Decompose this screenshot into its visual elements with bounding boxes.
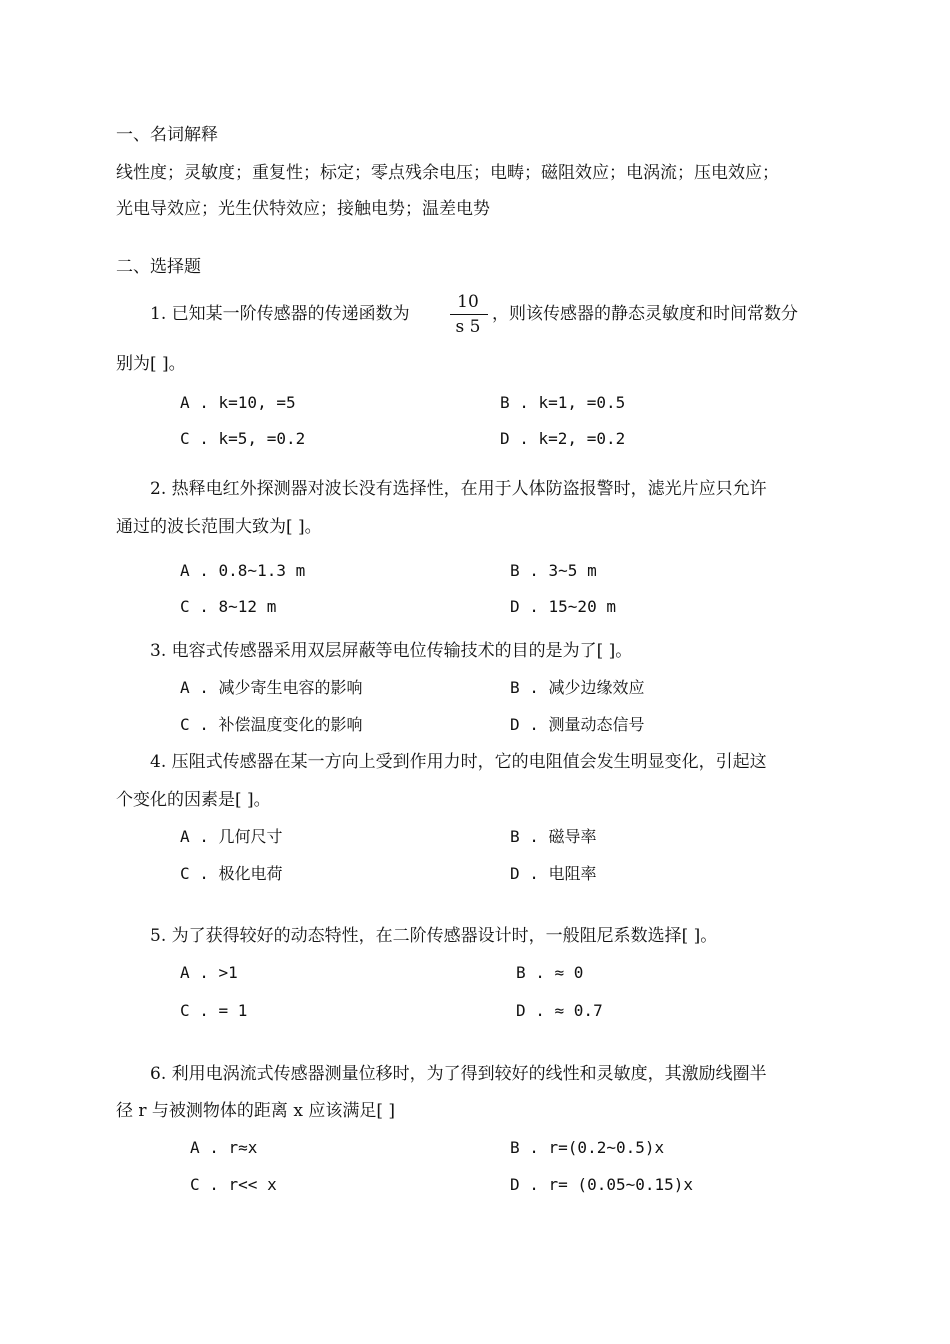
- q4-option-a: A . 几何尺寸: [180, 827, 283, 846]
- q1-text-before: 1. 已知某一阶传感器的传递函数为: [150, 304, 410, 324]
- section2-title: 二、选择题: [116, 257, 201, 277]
- q1-option-d: D . k=2, =0.2: [500, 429, 626, 448]
- q6-option-d: D . r= (0.05~0.15)x: [510, 1175, 694, 1194]
- q3-option-d: D . 测量动态信号: [510, 715, 645, 734]
- q1-fraction-denominator: s 5: [455, 317, 481, 337]
- q4-option-c: C . 极化电荷: [180, 864, 283, 883]
- terms-line-1: 线性度；灵敏度；重复性；标定；零点残余电压；电畴；磁阻效应；电涡流；压电效应；: [116, 163, 779, 183]
- q5-line-1: 5. 为了获得较好的动态特性，在二阶传感器设计时，一般阻尼系数选择[ ]。: [150, 926, 718, 946]
- q2-line-2: 通过的波长范围大致为[ ]。: [116, 517, 322, 537]
- q6-line-2: 径 r 与被测物体的距离 x 应该满足[ ]: [116, 1101, 395, 1121]
- q4-line-1: 4. 压阻式传感器在某一方向上受到作用力时，它的电阻值会发生明显变化，引起这: [150, 752, 767, 772]
- terms-line-2: 光电导效应；光生伏特效应；接触电势；温差电势: [116, 199, 490, 219]
- q6-option-b: B . r=(0.2~0.5)x: [510, 1138, 665, 1157]
- q1-option-c: C . k=5, =0.2: [180, 429, 306, 448]
- q5-option-d: D . ≈ 0.7: [516, 1001, 603, 1020]
- q2-line-1: 2. 热释电红外探测器对波长没有选择性，在用于人体防盗报警时，滤光片应只允许: [150, 479, 767, 499]
- q5-option-b: B . ≈ 0: [516, 963, 584, 982]
- q3-option-b: B . 减少边缘效应: [510, 678, 645, 697]
- q1-fraction-bar: [450, 314, 488, 315]
- q5-option-c: C . = 1: [180, 1001, 248, 1020]
- q3-option-c: C . 补偿温度变化的影响: [180, 715, 363, 734]
- q2-option-c: C . 8~12 m: [180, 597, 277, 616]
- q5-option-a: A . >1: [180, 963, 238, 982]
- q1-text-after: ，则该传感器的静态灵敏度和时间常数分: [492, 304, 798, 324]
- q4-line-2: 个变化的因素是[ ]。: [116, 790, 271, 810]
- q1-option-b: B . k=1, =0.5: [500, 393, 626, 412]
- q3-line-1: 3. 电容式传感器采用双层屏蔽等电位传输技术的目的是为了[ ]。: [150, 641, 633, 661]
- q6-option-c: C . r<< x: [190, 1175, 277, 1194]
- q6-line-1: 6. 利用电涡流式传感器测量位移时，为了得到较好的线性和灵敏度，其激励线圈半: [150, 1064, 767, 1084]
- q6-option-a: A . r≈x: [190, 1138, 258, 1157]
- q1-fraction-numerator: 10: [457, 292, 479, 312]
- q3-option-a: A . 减少寄生电容的影响: [180, 678, 363, 697]
- q4-option-b: B . 磁导率: [510, 827, 597, 846]
- q2-option-a: A . 0.8~1.3 m: [180, 561, 306, 580]
- q2-option-d: D . 15~20 m: [510, 597, 616, 616]
- q1-line-2: 别为[ ]。: [116, 354, 186, 374]
- section1-title: 一、名词解释: [116, 125, 218, 145]
- q1-option-a: A . k=10, =5: [180, 393, 296, 412]
- q4-option-d: D . 电阻率: [510, 864, 597, 883]
- q2-option-b: B . 3~5 m: [510, 561, 597, 580]
